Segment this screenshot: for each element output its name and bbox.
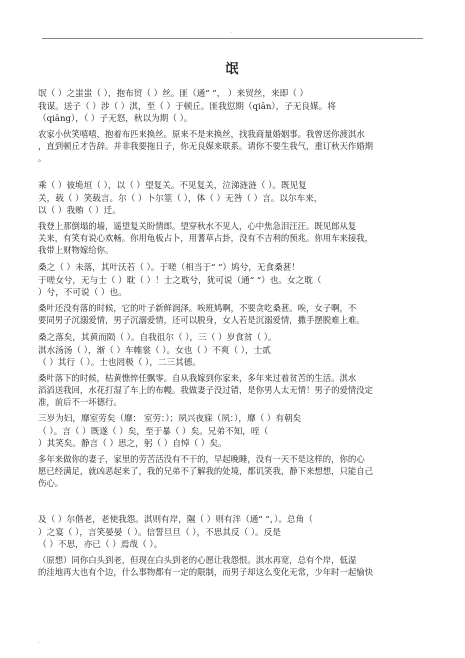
stanza-line: 淇水汤汤（ ），渐（ ）车帷裳（ ）。女也（ ）不爽（ ），士贰 (38, 345, 271, 356)
translation-line: 桑叶落下的时候，枯黄憔悴任飘零。自从我嫁到你家来，多年来过着贫苦的生活。淇水 (38, 372, 357, 383)
stanza-block (38, 332, 428, 408)
translation-line: 我带上财物嫁给你。 (38, 244, 114, 255)
stanza-line: 关，载（ ）笑载言。尔（ ）卜尔筮（ ），体（ ）无咎（ ）言。以尔车来， (38, 193, 323, 204)
translation-line: 桑叶还没有落的时候，它的叶子新鲜润泽。唉班鸠啊，不要贪吃桑葚。唉，女子啊，不 (38, 302, 357, 313)
stanza-block (38, 413, 428, 489)
stanza-line: ）兮，不可说（ ）也。 (38, 288, 127, 298)
stanza-line: 氓（ ）之蚩蚩（ ），抱布贸（ ）丝。匪（通“ ”， ）来贸丝，来即（ ） (38, 89, 309, 99)
stanza-line: 我谋。送子（ ）涉（ ）淇，至（ ）于顿丘。匪我愆期（qiān），子无良媒。将 (38, 101, 336, 112)
stanza-line: 桑之落矣，其黄而陨（ ）。自我徂尔（ ），三（ ）岁食贫（ ）。 (38, 333, 277, 343)
translation-line: 农家小伙笑嘻嘻，抱着布匹来换丝。原来不是来换丝，找我商量婚姻事。我曾送你渡淇水 (38, 128, 365, 139)
stanza-line: 于嗟女兮，无与士（ ）耽（ ）！士之耽兮，犹可说（通“ ”）也。女之耽（ (38, 275, 322, 286)
footer-mark: · (38, 640, 40, 647)
stanza-line: 以（ ）我贿（ ）迁。 (38, 206, 121, 216)
translation-line: 多年来做你的妻子，家里的劳苦活没有不干的，早起晚睡，没有一天不是这样的，你的心 (38, 453, 365, 464)
header-mark: · (230, 30, 232, 37)
stanza-line: ）之宴（ ），言笑晏晏（ ）。信誓旦旦（ ），不思其反（ ）。反是 (38, 527, 281, 538)
translation-line: 。 (38, 152, 47, 163)
translation-line: （原想）同你白头到老，但现在白头到老的心愿让我怨恨。淇水再宽，总有个岸，低湿 (38, 554, 357, 565)
translation-line: 愿已经满足，就凶恶起来了，我的兄弟不了解我的处境，都讥笑我，静下来想想，只能自己 (38, 465, 373, 476)
translation-line: 的洼地再大也有个边，什么事物都有一定的限制，而男子却这么变化无常，少年时一起愉快 (38, 566, 373, 577)
stanza-line: （ ）不思，亦已（ ）焉哉（ ）。 (38, 540, 163, 550)
stanza-line: 乘（ ）彼垝垣（ ），以（ ）望复关。不见复关，泣涕涟涟（ ）。既见复 (38, 181, 307, 191)
translation-line: 准，前后不一坏德行。 (38, 396, 122, 407)
header-rule (42, 38, 423, 39)
translation-line: 我登上那倒塌的墙，遥望复关盼情郎。望穿秋水不见人，心中焦急泪汪汪。既见郎从复 (38, 220, 357, 231)
translation-line: 要同男子沉溺爱情，男子沉溺爱情，还可以脱身，女人若是沉溺爱情，撒手摆脱难上难。 (38, 314, 365, 325)
translation-line: 伤心。 (38, 477, 64, 488)
translation-line: ，直到顿丘才告辞。并非我要拖日子，你无良媒来联系。请你不要生我气，重订秋天作婚期 (38, 140, 373, 151)
translation-line: 关来，有笑有说心欢畅。你用龟板占卜，用蓍草占卦，没有不吉利的预兆。你用车来接我， (38, 232, 373, 243)
stanza-block (38, 262, 428, 326)
stanza-line: （qiāng），（ ）子无怒，秋以为期（ ）。 (38, 114, 193, 124)
stanza-line: ）其笑矣。静言（ ）思之，躬（ ）自悼（ ）矣。 (38, 439, 227, 449)
stanza-line: 三岁为妇，靡室劳矣（靡： 室劳：）；夙兴夜寐（夙：），靡（ ）有朝矣 (38, 414, 302, 424)
stanza-block (38, 180, 428, 256)
stanza-block (38, 88, 428, 164)
stanza-line: （ ）其行（ ）。士也罔极（ ），二三其德。 (38, 358, 201, 368)
translation-line: 滔滔送我回，水花打湿了车上的布幔。我做妻子没过错，是你男人太无情！男子的爱情没定 (38, 384, 373, 395)
stanza-line: 桑之（ ）未落，其叶沃若（ ）。于嗟（相当于“ ”）鸠兮，无食桑葚！ (38, 263, 300, 273)
stanza-line: 及（ ）尔偕老，老使我怨。淇则有岸，隰（ ）则有泮（通“ ”，）。总角（ (38, 515, 313, 525)
stanza-line: （ ）。言（ ）既遂（ ）矣，至于暴（ ）矣。兄弟不知，咥（ (38, 426, 269, 437)
stanza-block (38, 514, 428, 578)
poem-title: 氓 (225, 62, 240, 77)
